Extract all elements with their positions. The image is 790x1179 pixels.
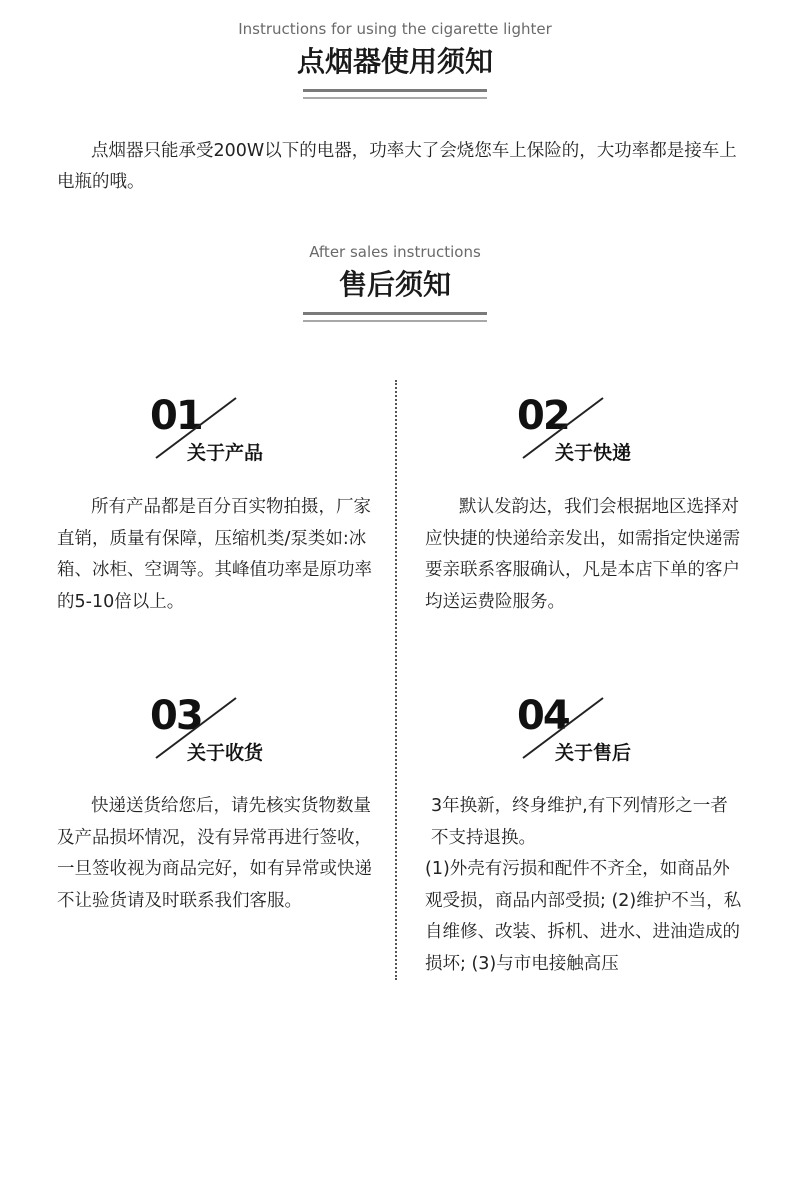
section-title: 点烟器使用须知 (296, 45, 493, 78)
section-header-after-sales (0, 243, 790, 303)
title-underline (303, 312, 487, 315)
card-body (425, 791, 743, 980)
card-body: 所有产品都是百分百实物拍摄，厂家直销，质量有保障，压缩机类/泵类如:冰箱、冰柜、空调等。其峰值功率是原功率的5-10倍以上。 (57, 497, 372, 612)
card-number: 03 (150, 693, 202, 739)
card-title: 关于快递 (555, 442, 632, 464)
title-underline-thin (303, 320, 487, 322)
card-title: 关于产品 (187, 442, 264, 464)
lighter-intro-text: 点烟器只能承受200W以下的电器，功率大了会烧您车上保险的，大功率都是接车上电瓶的哦。 (57, 141, 737, 192)
column-divider (395, 380, 397, 980)
card-number: 01 (150, 393, 202, 439)
section-header-lighter (0, 20, 790, 80)
card-number: 04 (517, 693, 569, 739)
section-subtitle-en: Instructions for using the cigarette lighter (238, 20, 552, 38)
card-title: 关于收货 (187, 742, 264, 764)
card-body: 快递送货给您后，请先核实货物数量及产品损坏情况，没有异常再进行签收，一旦签收视为商品完好，如有异常或快递不让验货请及时联系我们客服。 (57, 796, 372, 911)
card-title: 关于售后 (555, 742, 632, 764)
title-underline-thin (303, 97, 487, 99)
card-body-line: (1)外壳有污损和配件不齐全，如商品外观受损，商品内部受损; (2)维护不当，私自维修、改装、拆机、进水、进油造成的损坏; (3)与市电接触高压 (425, 859, 742, 974)
title-underline (303, 89, 487, 92)
card-body: 默认发韵达，我们会根据地区选择对应快捷的快递给亲发出，如需指定快递需要亲联系客服确认，凡是本店下单的客户均送运费险服务。 (425, 497, 740, 612)
card-number: 02 (517, 393, 569, 439)
card-body-line: 3年换新，终身维护,有下列情形之一者不支持退换。 (431, 796, 728, 848)
section-title: 售后须知 (338, 268, 451, 301)
section-subtitle-en: After sales instructions (309, 243, 481, 261)
